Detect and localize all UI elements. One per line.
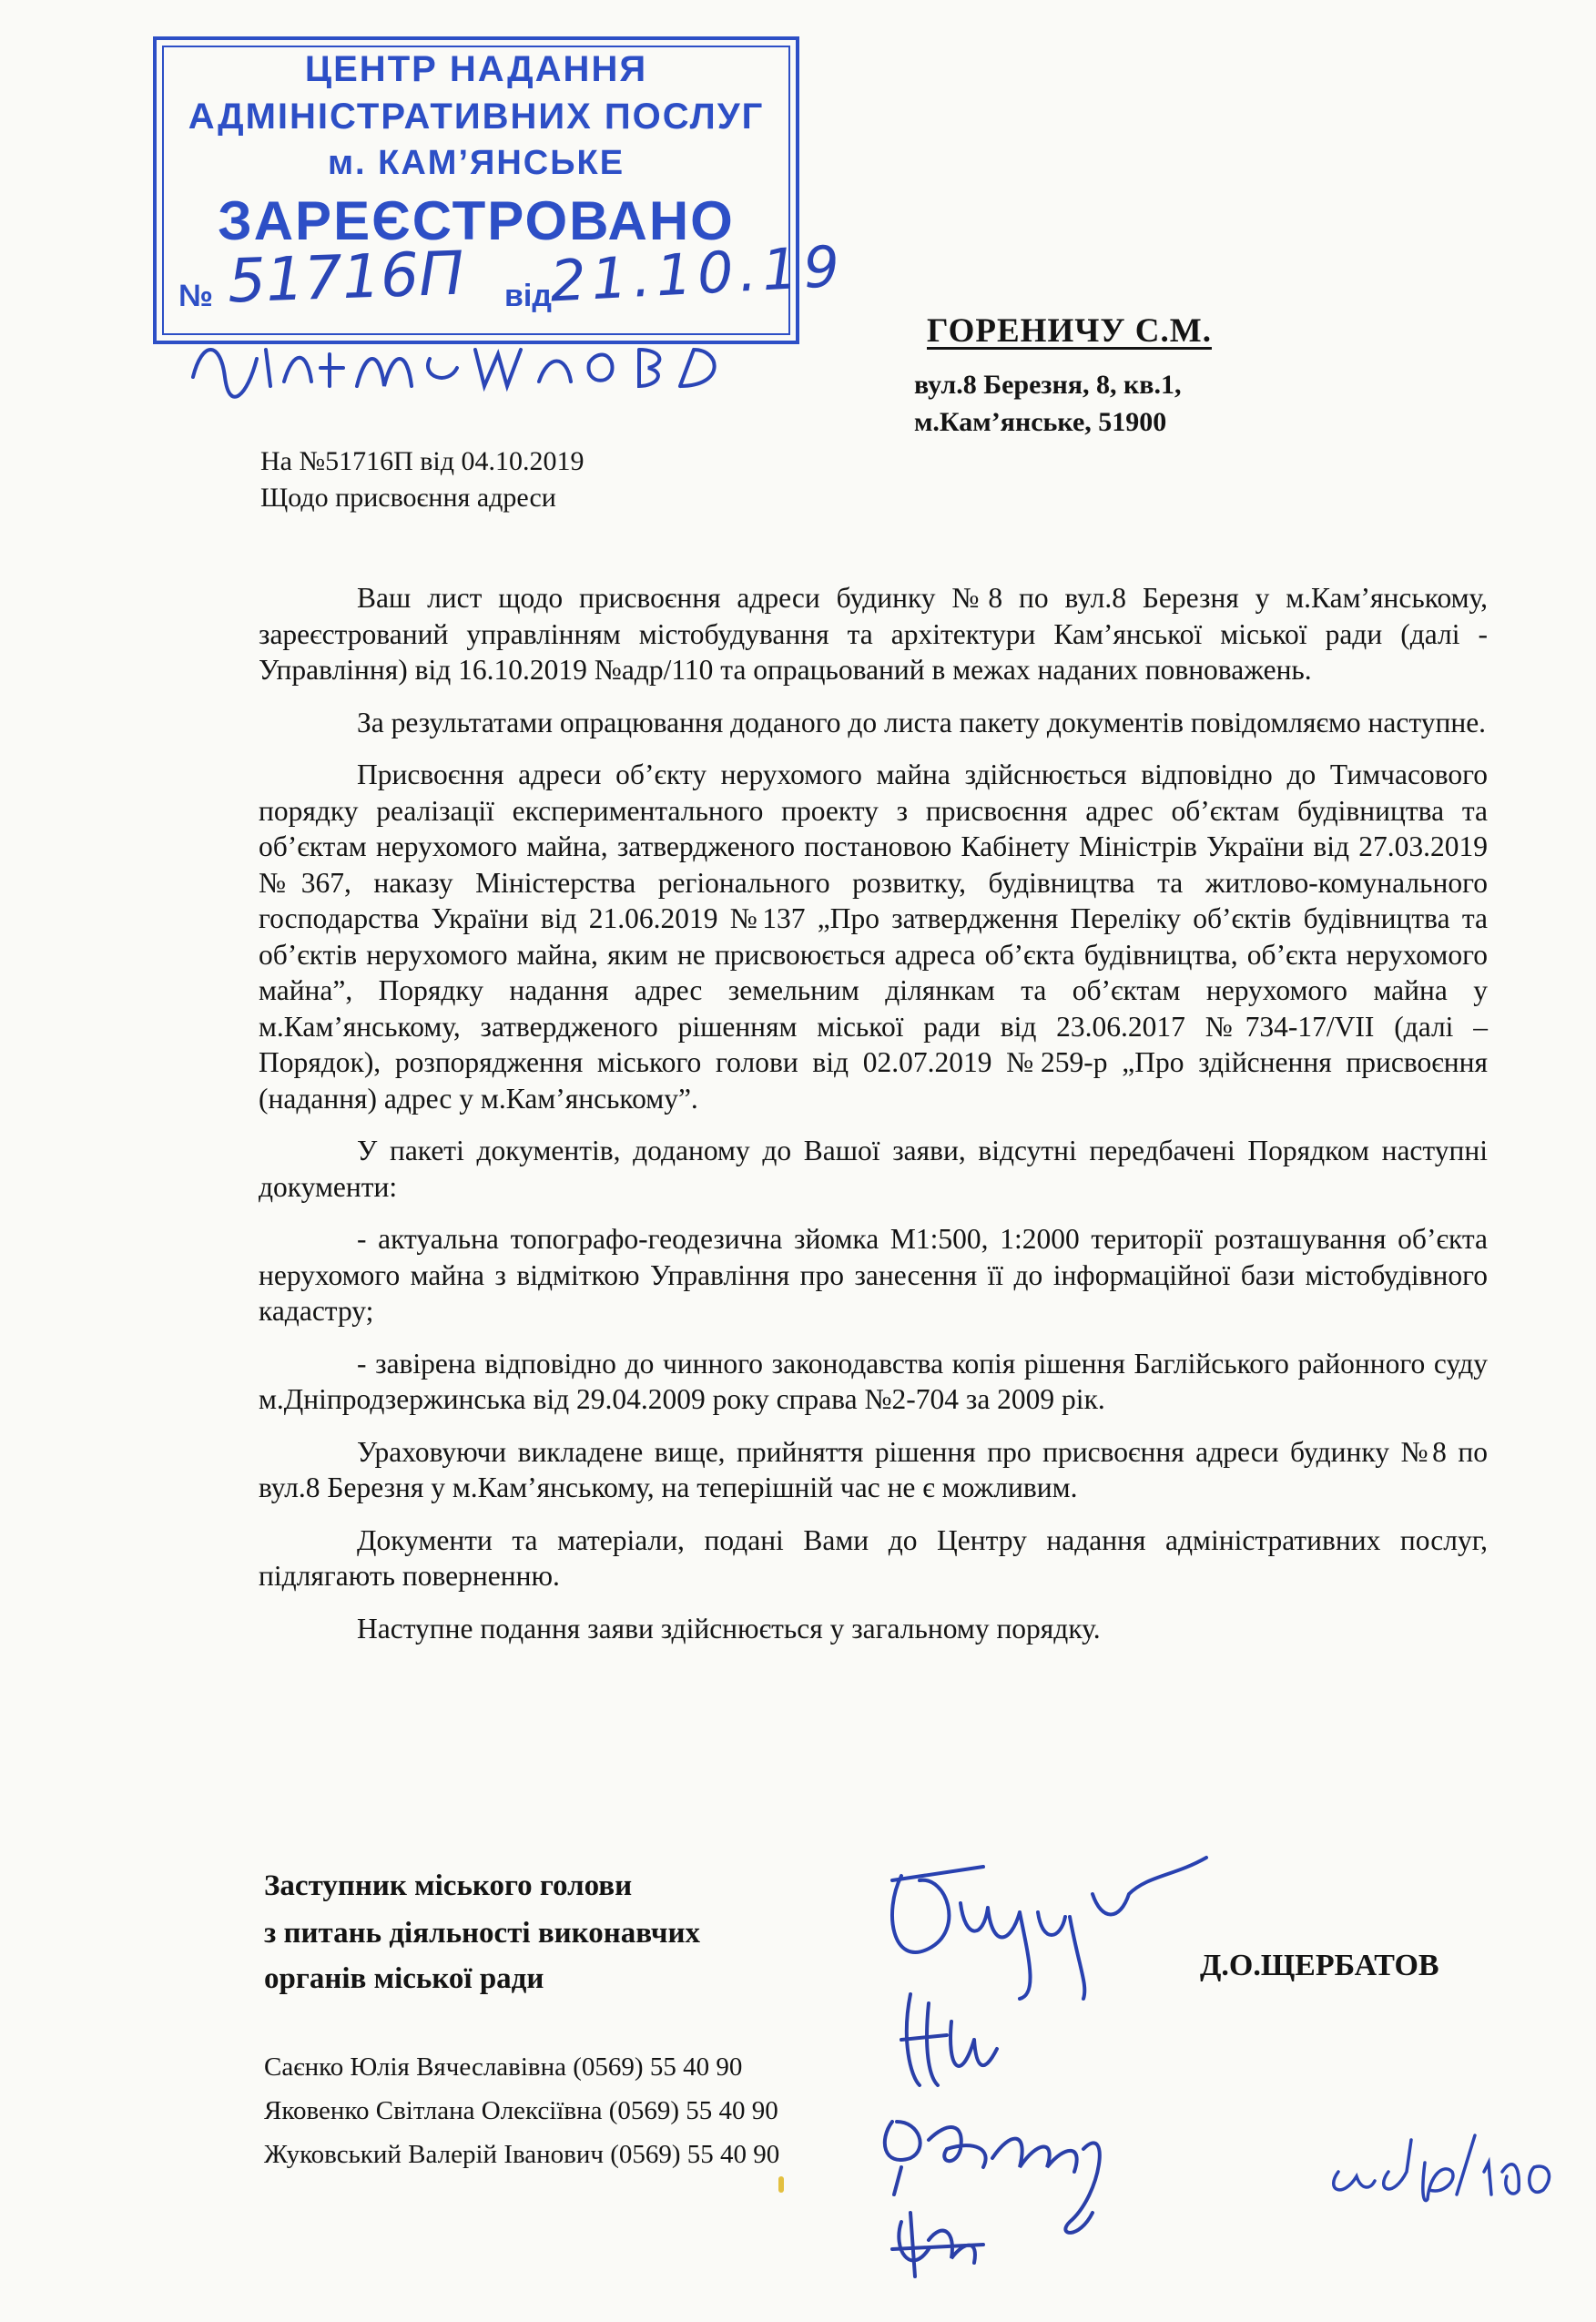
body-paragraph: У пакеті документів, доданому до Вашої заяви, відсутні передбачені Порядком наступні документи: — [259, 1135, 1488, 1203]
missing-document-item: - завірена відповідно до чинного законодавства копія рішення Баглійського районного суду м.Дніпродзержинська від 29.04.2009 року справа №2-704 за 2009 рік. — [259, 1347, 1488, 1415]
stamp-handwritten-date: 21.10.19 — [548, 232, 847, 315]
addressee-address-line: вул.8 Березня, 8, кв.1, — [914, 370, 1182, 400]
addressee-name: ГОРЕНИЧУ С.М. — [927, 312, 1212, 350]
stamp-handwritten-number: 51716П — [226, 238, 465, 317]
body-paragraph: За результатами опрацювання доданого до листа пакету документів повідомляємо наступне. — [357, 706, 1487, 738]
reference-subject: Щодо присвоєння адреси — [260, 483, 556, 513]
handwritten-note — [1320, 2122, 1557, 2204]
letter-body — [259, 580, 1488, 1646]
executor-contact: Яковенко Світлана Олексіївна (0569) 55 40 90 — [264, 2096, 778, 2125]
stamp-line-1: ЦЕНТР НАДАННЯ — [304, 49, 648, 89]
handwritten-signature — [874, 1839, 1220, 2003]
signer-position-line: Заступник міського голови — [264, 1869, 633, 1902]
stamp-line-2: АДМІНІСТРАТИВНИХ ПОСЛУГ — [188, 97, 765, 137]
executor-contact: Жуковський Валерій Іванович (0569) 55 40 90 — [264, 2140, 780, 2169]
registration-stamp — [153, 36, 847, 344]
signer-name: Д.О.ЩЕРБАТОВ — [1200, 1949, 1439, 1982]
handwritten-visas — [874, 1985, 1165, 2286]
body-paragraph: Документи та матеріали, подані Вами до Центру надання адміністративних послуг, підлягають поверненню. — [259, 1523, 1488, 1592]
paper-mark — [778, 2176, 784, 2193]
missing-document-item: - актуальна топографо-геодезична зйомка М1:500, 1:2000 території розташування об’єкта нерухомого майна з відміткою Управління про занесення її до інформаційної бази містобудівного кадастру; — [259, 1223, 1488, 1327]
stamp-line-3: м. КАМ’ЯНСЬКЕ — [327, 144, 625, 182]
body-paragraph: Наступне подання заяви здійснюється у загальному порядку. — [357, 1612, 1101, 1645]
stamp-registered-label: ЗАРЕЄСТРОВАНО — [218, 190, 735, 251]
stamp-number-label: № — [178, 279, 213, 313]
signer-position-line: з питань діяльності виконавчих — [264, 1917, 700, 1950]
stamp-signature — [184, 322, 767, 404]
stamp-date-label: від — [504, 279, 552, 313]
body-paragraph: Присвоєння адреси об’єкту нерухомого майна здійснюється відповідно до Тимчасового порядку реалізації експериментального проекту з присвоєння адрес об’єктам будівництва та об’єктам нерухомого майна, затвердженого постановою Кабінету Міністрів України від 27.03.2019 №367, наказу Міністерства регіонального розвитку, будівництва та житлово-комунального господарства України від 21.06.2019 №137 „Про затвердження Переліку об’єктів будівництва та об’єктів нерухомого майна, яким не присвоюється адреса об’єкта будівництва, об’єкта нерухомого майна”, Порядку надання адрес земельним ділянкам та об’єктам нерухомого майна у м.Кам’янському, затвердженого рішенням міської ради від 23.06.2017 №734-17/VII (далі – Порядок), розпорядження міського голови від 02.07.2019 №259-р „Про здійснення присвоєння (надання) адрес у м.Кам’янському”. — [259, 759, 1488, 1115]
body-paragraph: Ураховуючи викладене вище, прийняття рішення про присвоєння адреси будинку №8 по вул.8 Березня у м.Кам’янському, на теперішній час не є можливим. — [259, 1435, 1488, 1503]
executor-contact: Саєнко Юлія Вячеславівна (0569) 55 40 90 — [264, 2052, 743, 2082]
reference-number: На №51716П від 04.10.2019 — [260, 446, 585, 476]
body-paragraph: Ваш лист щодо присвоєння адреси будинку №8 по вул.8 Березня у м.Кам’янському, зареєстрований управлінням містобудування та архітектури Кам’янської міської ради (далі - Управління) від 16.10.2019 №адр/110 та опрацьований в межах наданих повноважень. — [259, 582, 1488, 686]
addressee-city-line: м.Кам’янське, 51900 — [914, 407, 1167, 437]
signer-position-line: органів міської ради — [264, 1962, 544, 1995]
